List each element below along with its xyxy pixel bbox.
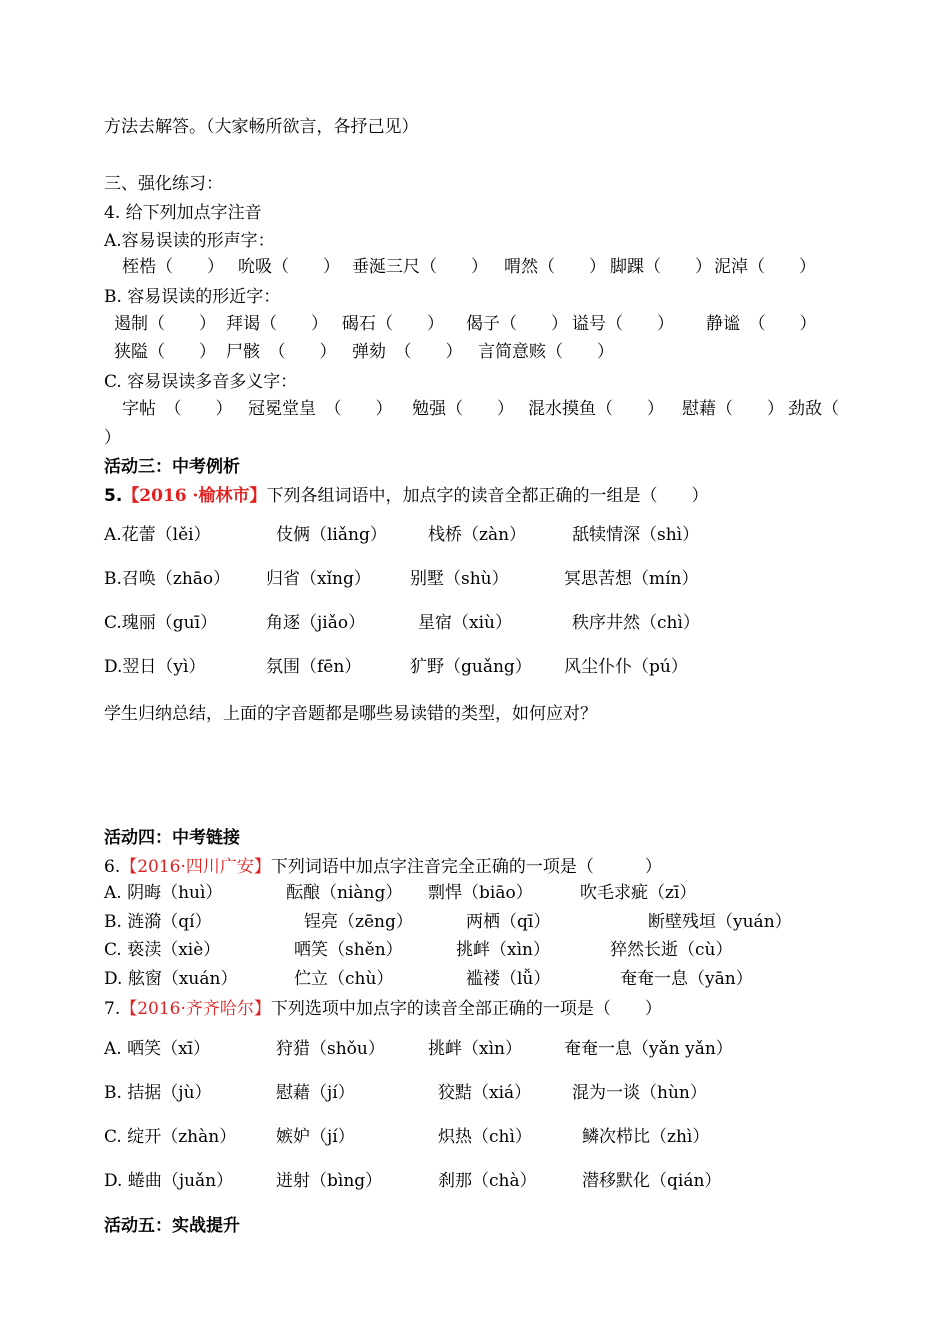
option-word: 刹那（chà） bbox=[438, 1171, 537, 1191]
option-word: B.召唤（zhāo） bbox=[104, 569, 231, 589]
question-number: 7. bbox=[104, 999, 121, 1019]
intro-line: 方法去解答。（大家畅所欲言，各抒己见） bbox=[104, 117, 419, 137]
list-item: 谥号（ ） bbox=[572, 314, 674, 334]
option-word: A. 阴晦（huì） bbox=[104, 883, 223, 903]
option-word: 狩猎（shǒu） bbox=[276, 1039, 385, 1059]
option-word: 星宿（xiù） bbox=[418, 613, 512, 633]
question-text: 下列词语中加点字注音完全正确的一项是（ ） bbox=[270, 857, 662, 877]
list-item: 脚踝（ ） bbox=[610, 257, 712, 277]
option-word: 鳞次栉比（zhì） bbox=[582, 1127, 710, 1147]
option-word: 剽悍（biāo） bbox=[428, 883, 533, 903]
question-number: 6. bbox=[104, 857, 121, 877]
list-item: 言简意赅（ ） bbox=[478, 342, 614, 362]
activity-3-title: 活动三：中考例析 bbox=[104, 457, 240, 477]
list-item: 碣石（ ） bbox=[342, 314, 444, 334]
group-b-label: B. 容易误读的形近字： bbox=[104, 287, 281, 307]
option-word: 别墅（shù） bbox=[410, 569, 509, 589]
option-word: 嫉妒（jí） bbox=[276, 1127, 355, 1147]
list-item: 勉强（ ） bbox=[412, 399, 514, 419]
list-item: 喟然（ ） bbox=[504, 257, 606, 277]
list-item: 桎梏（ ） bbox=[122, 257, 224, 277]
option-word: A. 哂笑（xī） bbox=[104, 1039, 211, 1059]
activity-4-title: 活动四：中考链接 bbox=[104, 828, 240, 848]
summary-prompt: 学生归纳总结，上面的字音题都是哪些易读错的类型，如何应对？ bbox=[104, 704, 597, 724]
option-word: 奄奄一息（yǎn yǎn） bbox=[564, 1039, 733, 1059]
option-word: 挑衅（xìn） bbox=[428, 1039, 522, 1059]
section-title: 三、强化练习： bbox=[104, 174, 223, 194]
option-word: B. 拮据（jù） bbox=[104, 1083, 212, 1103]
list-item: 劲敌（ bbox=[788, 399, 839, 419]
option-word: 两栖（qī） bbox=[466, 912, 551, 932]
question-source: 【2016 ·榆林市】 bbox=[122, 486, 267, 506]
option-word: 挑衅（xìn） bbox=[456, 940, 550, 960]
list-item: 泥淖（ ） bbox=[714, 257, 816, 277]
option-word: 断壁残垣（yuán） bbox=[648, 912, 792, 932]
question-source: 【2016·四川广安】 bbox=[120, 857, 271, 877]
option-word: 慰藉（jí） bbox=[276, 1083, 355, 1103]
option-word: B. 涟漪（qí） bbox=[104, 912, 212, 932]
option-word: 风尘仆仆（pú） bbox=[564, 657, 688, 677]
option-word: 炽热（chì） bbox=[438, 1127, 532, 1147]
option-word: A.花蕾（lěi） bbox=[104, 525, 211, 545]
list-item: 垂涎三尺（ ） bbox=[352, 257, 488, 277]
option-word: 酝酿（niàng） bbox=[286, 883, 403, 903]
question-6 bbox=[104, 855, 662, 879]
list-item: 字帖 （ ） bbox=[122, 399, 233, 419]
list-item: 狭隘（ ） bbox=[114, 342, 216, 362]
list-item: 静谧 （ ） bbox=[706, 314, 817, 334]
option-word: 奄奄一息（yān） bbox=[620, 969, 753, 989]
option-word: 猝然长逝（cù） bbox=[610, 940, 733, 960]
question-4: 4. 给下列加点字注音 bbox=[104, 203, 262, 223]
question-text: 下列选项中加点字的读音全部正确的一项是（ ） bbox=[270, 999, 662, 1019]
option-word: 伫立（chù） bbox=[294, 969, 394, 989]
list-item: 混水摸鱼（ ） bbox=[528, 399, 664, 419]
option-word: 狡黠（xiá） bbox=[438, 1083, 532, 1103]
option-word: C. 亵渎（xiè） bbox=[104, 940, 221, 960]
list-item: 尸骸 （ ） bbox=[226, 342, 337, 362]
option-word: 氛围（fēn） bbox=[266, 657, 362, 677]
option-word: 犷野（guǎng） bbox=[410, 657, 532, 677]
option-word: C.瑰丽（guī） bbox=[104, 613, 218, 633]
option-word: D. 蜷曲（juǎn） bbox=[104, 1171, 234, 1191]
option-word: 锃亮（zēng） bbox=[304, 912, 413, 932]
option-word: 迸射（bìng） bbox=[276, 1171, 383, 1191]
option-word: D. 舷窗（xuán） bbox=[104, 969, 238, 989]
question-7 bbox=[104, 997, 662, 1021]
list-item: 偈子（ ） bbox=[466, 314, 568, 334]
option-word: 混为一谈（hùn） bbox=[572, 1083, 707, 1103]
option-word: D.翌日（yì） bbox=[104, 657, 206, 677]
option-word: 潜移默化（qián） bbox=[582, 1171, 722, 1191]
question-text: 下列各组词语中，加点字的读音全都正确的一组是（ ） bbox=[266, 486, 709, 506]
list-item: 遏制（ ） bbox=[114, 314, 216, 334]
list-item: 弹劾 （ ） bbox=[352, 342, 463, 362]
list-item: 拜谒（ ） bbox=[226, 314, 328, 334]
group-c-tail: ） bbox=[104, 428, 121, 448]
option-word: 栈桥（zàn） bbox=[428, 525, 527, 545]
option-word: 秩序井然（chì） bbox=[572, 613, 700, 633]
option-word: C. 绽开（zhàn） bbox=[104, 1127, 237, 1147]
option-word: 伎俩（liǎng） bbox=[276, 525, 387, 545]
option-word: 归省（xǐng） bbox=[266, 569, 371, 589]
question-number: 5. bbox=[104, 486, 123, 506]
option-word: 哂笑（shěn） bbox=[294, 940, 403, 960]
group-c-label: C. 容易误读多音多义字： bbox=[104, 372, 298, 392]
question-source: 【2016·齐齐哈尔】 bbox=[120, 999, 271, 1019]
list-item: 吮吸（ ） bbox=[238, 257, 340, 277]
activity-5-title: 活动五：实战提升 bbox=[104, 1216, 240, 1236]
option-word: 冥思苦想（mín） bbox=[564, 569, 699, 589]
list-item: 冠冕堂皇 （ ） bbox=[248, 399, 393, 419]
list-item: 慰藉（ ） bbox=[682, 399, 784, 419]
group-a-label: A.容易误读的形声字： bbox=[104, 231, 275, 251]
option-word: 舐犊情深（shì） bbox=[572, 525, 700, 545]
question-5 bbox=[104, 484, 708, 508]
option-word: 吹毛求疵（zī） bbox=[580, 883, 697, 903]
option-word: 褴褛（lǚ） bbox=[466, 969, 551, 989]
option-word: 角逐（jiǎo） bbox=[266, 613, 366, 633]
